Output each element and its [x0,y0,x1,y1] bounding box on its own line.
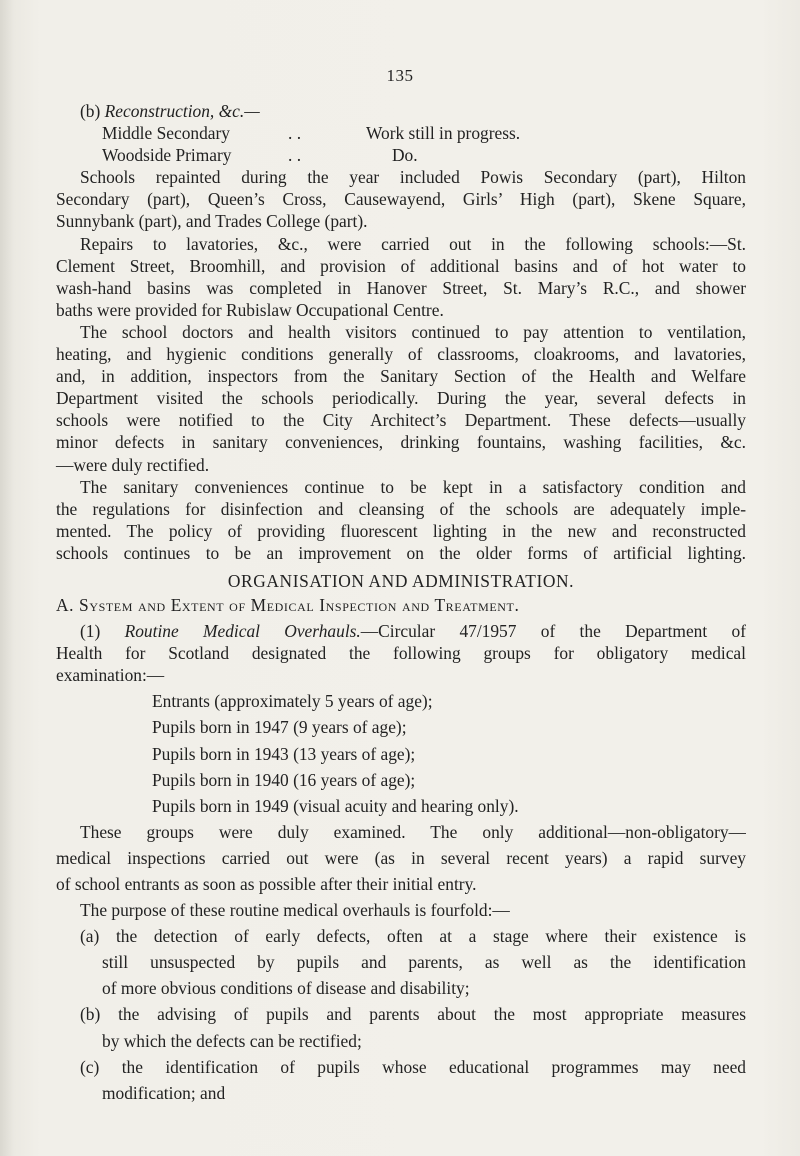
para-line: wash-hand basins was completed in Hanover Street, St. Mary’s R.C., and shower [56,277,746,298]
purpose-label: (a) [80,926,100,947]
para-line: of school entrants as soon as possible after their initial entry. [56,874,477,894]
section-heading: ORGANISATION AND ADMINISTRATION. [227,570,575,591]
purpose-intro: The purpose of these routine medical overhauls is fourfold:— [80,900,510,921]
para-line: Sunnybank (part), and Trades College (part). [56,211,368,232]
para-line: Schools repainted during the year included Powis Secondary (part), Hilton [80,167,746,188]
purpose-cont: of more obvious conditions of disease and disability; [102,978,470,999]
para-line: Health for Scotland designated the following groups for obligatory medical [56,643,746,664]
routine-title: Routine Medical Overhauls. [124,621,361,642]
reconstruction-row [56,144,746,166]
group-item: Pupils born in 1943 (13 years of age); [152,743,416,764]
routine-heading [56,620,746,642]
subsection-heading: A. System and Extent of Medical Inspection and Treatment. [56,594,520,615]
para-line: These groups were duly examined. The only additional—non-obligatory— [80,821,746,842]
school-name: Woodside Primary [102,145,232,166]
para-line: Clement Street, Broomhill, and provision of additional basins and of hot water to [56,255,746,276]
para-line: schools continues to be an improvement on the older forms of artificial lighting. [56,542,746,563]
para-line: The school doctors and health visitors continued to pay attention to ventilation, [80,321,746,342]
reconstruction-title: Reconstruction, &c.— [104,101,260,121]
para-line: examination:— [56,665,165,686]
work-status: Work still in progress. [366,123,521,144]
reconstruction-row [56,122,746,144]
group-item: Entrants (approximately 5 years of age); [152,691,433,712]
body-text [56,100,746,1104]
para-line: The sanitary conveniences continue to be kept in a satisfactory condition and [80,476,746,497]
leader-dots: . . [288,145,302,166]
leader-dots: . . [288,123,302,144]
purpose-cont: by which the defects can be rectified; [102,1030,362,1051]
para-line: schools were notified to the City Architect’s Department. These defects—usually [56,410,746,431]
group-item: Pupils born in 1940 (16 years of age); [152,769,416,790]
school-name: Middle Secondary [102,123,230,144]
para-line: Department visited the schools periodically. During the year, several defects in [56,388,746,409]
purpose-label: (b) [80,1004,101,1025]
purpose-cont: still unsuspected by pupils and parents, as well as the identification [102,952,746,973]
purpose-item [56,1003,746,1025]
para-line: mented. The policy of providing fluorescent lighting in the new and reconstructed [56,520,746,541]
para-line: heating, and hygienic conditions generally of classrooms, cloakrooms, and lavatories, [56,344,746,365]
purpose-text: the detection of early defects, often at a stage where their existence is [115,926,746,947]
routine-text: —Circular 47/1957 of the Department of [360,621,746,642]
reconstruction-label: (b) [80,101,101,121]
para-line: medical inspections carried out were (as in several recent years) a rapid survey [56,847,746,868]
para-line: the regulations for disinfection and cleansing of the schools are adequately imple- [56,498,746,519]
work-status: Do. [392,145,418,166]
group-item: Pupils born in 1947 (9 years of age); [152,717,407,738]
para-line: —were duly rectified. [56,454,210,475]
reconstruction-heading [56,100,746,122]
routine-label: (1) [80,621,101,642]
purpose-text: the advising of pupils and parents about the most appropriate measures [118,1004,746,1025]
purpose-item [56,925,746,947]
page-number: 135 [386,66,414,85]
purpose-text: the identification of pupils whose educational programmes may need [121,1056,746,1077]
purpose-label: (c) [80,1056,100,1077]
para-line: minor defects in sanitary conveniences, drinking fountains, washing facilities, &c. [56,432,746,453]
para-line: baths were provided for Rubislaw Occupational Centre. [56,299,444,320]
para-line: Repairs to lavatories, &c., were carried out in the following schools:—St. [80,233,746,254]
purpose-cont: modification; and [102,1082,226,1103]
para-line: and, in addition, inspectors from the Sanitary Section of the Health and Welfare [56,366,746,387]
purpose-item [56,1056,746,1078]
para-line: Secondary (part), Queen’s Cross, Causewayend, Girls’ High (part), Skene Square, [56,189,746,210]
group-item: Pupils born in 1949 (visual acuity and hearing only). [152,795,519,816]
